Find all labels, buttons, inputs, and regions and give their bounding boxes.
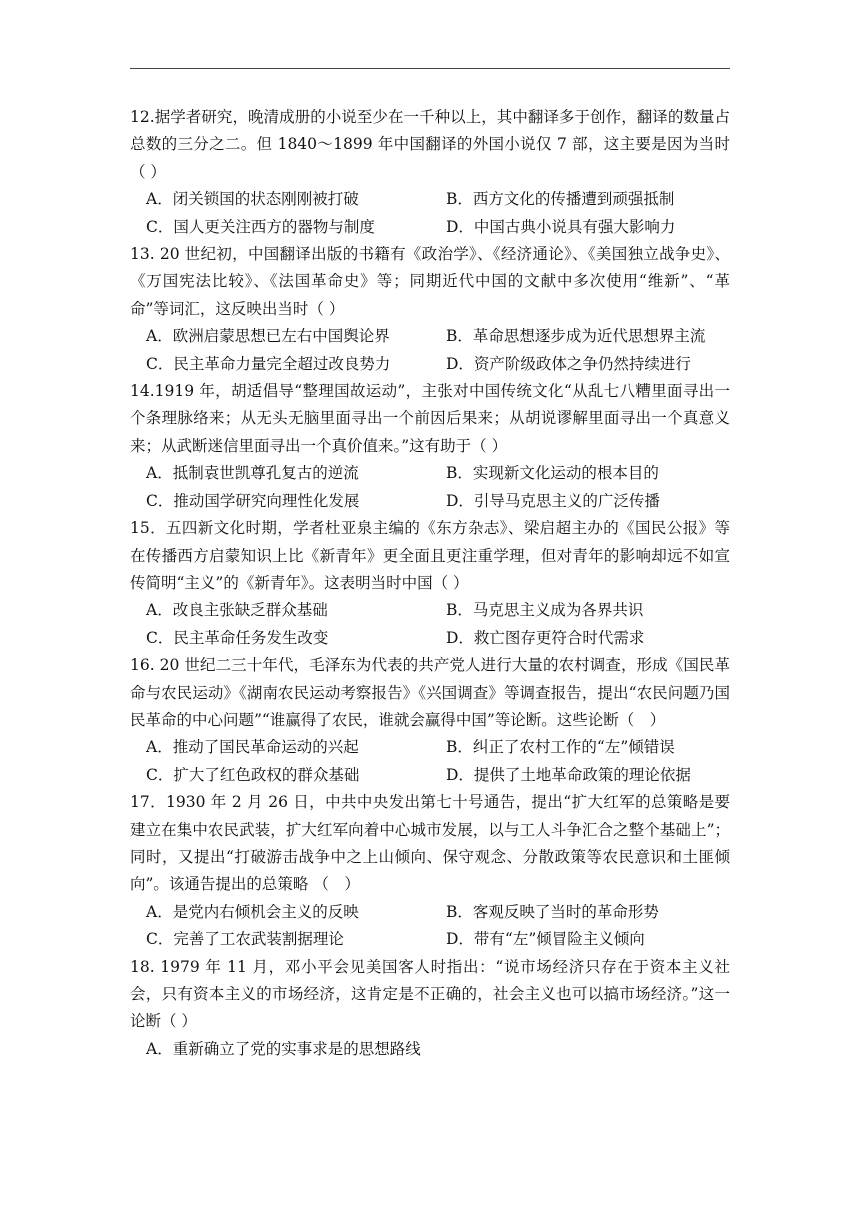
header-rule bbox=[130, 68, 730, 69]
option-d: D．提供了土地革命政策的理论依据 bbox=[446, 765, 691, 784]
option-b: B．西方文化的传播遭到顽强抵制 bbox=[446, 190, 675, 209]
option-d: D．带有“左”倾冒险主义倾向 bbox=[446, 930, 645, 949]
question-12 bbox=[130, 104, 730, 241]
option-c: C．完善了工农武装割据理论 bbox=[146, 930, 344, 949]
question-stem: 18. 1979 年 11 月，邓小平会见美国客人时指出：“说市场经济只存在于资本主义社会，只有资本主义的市场经济，这肯定是不正确的，社会主义也可以搞市场经济。”这一论断（ ） bbox=[130, 957, 730, 1031]
option-a: A．抵制袁世凯尊孔复古的逆流 bbox=[146, 464, 359, 483]
option-d: D．资产阶级政体之争仍然持续进行 bbox=[446, 354, 691, 373]
option-a: A．欧洲启蒙思想已左右中国舆论界 bbox=[146, 327, 390, 346]
question-13 bbox=[130, 241, 730, 378]
question-list bbox=[130, 104, 730, 1063]
question-stem: 13. 20 世纪初，中国翻译出版的书籍有《政治学》、《经济通论》、《美国独立战争史》、《万国宪法比较》、《法国革命史》等；同期近代中国的文献中多次使用“维新”、“革命”等词汇，这反映出当时（ ） bbox=[130, 245, 730, 318]
option-d: D．中国古典小说具有强大影响力 bbox=[446, 217, 676, 236]
option-a: A．闭关锁国的状态刚刚被打破 bbox=[146, 190, 359, 209]
question-stem: 16. 20 世纪二三十年代，毛泽东为代表的共产党人进行大量的农村调查，形成《国民革命与农民运动》《湖南农民运动考察报告》《兴国调查》等调查报告，提出“农民问题乃国民革命的中心问题”“谁赢得了农民，谁就会赢得中国”等论断。这些论断（ ） bbox=[130, 656, 730, 729]
option-c: C．扩大了红色政权的群众基础 bbox=[146, 765, 360, 784]
question-stem: 17．1930 年 2 月 26 日，中共中央发出第七十号通告，提出“扩大红军的总策略是要建立在集中农民武装，扩大红军向着中心城市发展，以与工人斗争汇合之整个基础上”；同时，又提出“打破游击战争中之上山倾向、保守观念、分散政策等农民意识和土匪倾向”。该通告提出的总策略 （ ） bbox=[130, 793, 730, 894]
option-a: A．重新确立了党的实事求是的思想路线 bbox=[146, 1039, 421, 1058]
question-stem: 12.据学者研究，晚清成册的小说至少在一千种以上，其中翻译多于创作，翻译的数量占总数的三分之二。但 1840～1899 年中国翻译的外国小说仅 7 部，这主要是因为当时（ ） bbox=[130, 108, 730, 181]
option-b: B．纠正了农村工作的“左”倾错误 bbox=[446, 738, 675, 757]
option-c: C．国人更关注西方的器物与制度 bbox=[146, 217, 375, 236]
option-b: B．革命思想逐步成为近代思想界主流 bbox=[446, 327, 706, 346]
option-c: C．民主革命任务发生改变 bbox=[146, 628, 329, 647]
question-15 bbox=[130, 515, 730, 652]
option-d: D．引导马克思主义的广泛传播 bbox=[446, 491, 660, 510]
question-17 bbox=[130, 789, 730, 953]
option-d: D．救亡图存更符合时代需求 bbox=[446, 628, 645, 647]
option-a: A．是党内右倾机会主义的反映 bbox=[146, 902, 359, 921]
question-stem: 14.1919 年，胡适倡导“整理国故运动”，主张对中国传统文化“从乱七八糟里面寻出一个条理脉络来；从无头无脑里面寻出一个前因后果来；从胡说谬解里面寻出一个真意义来；从武断迷信里面寻出一个真价值来。”这有助于（ ） bbox=[130, 382, 730, 455]
question-14 bbox=[130, 378, 730, 515]
question-16 bbox=[130, 652, 730, 789]
option-b: B．客观反映了当时的革命形势 bbox=[446, 902, 659, 921]
question-stem: 15．五四新文化时期，学者杜亚泉主编的《东方杂志》、梁启超主办的《国民公报》等在传播西方启蒙知识上比《新青年》更全面且更注重学理，但对青年的影响却远不如宣传简明“主义”的《新青年》。这表明当时中国（ ） bbox=[130, 519, 730, 592]
option-b: B．马克思主义成为各界共识 bbox=[446, 601, 644, 620]
option-c: C．民主革命力量完全超过改良势力 bbox=[146, 354, 391, 373]
option-c: C．推动国学研究向理性化发展 bbox=[146, 491, 360, 510]
option-a: A．推动了国民革命运动的兴起 bbox=[146, 738, 359, 757]
option-a: A．改良主张缺乏群众基础 bbox=[146, 601, 328, 620]
option-b: B．实现新文化运动的根本目的 bbox=[446, 464, 659, 483]
question-18 bbox=[130, 954, 730, 1064]
